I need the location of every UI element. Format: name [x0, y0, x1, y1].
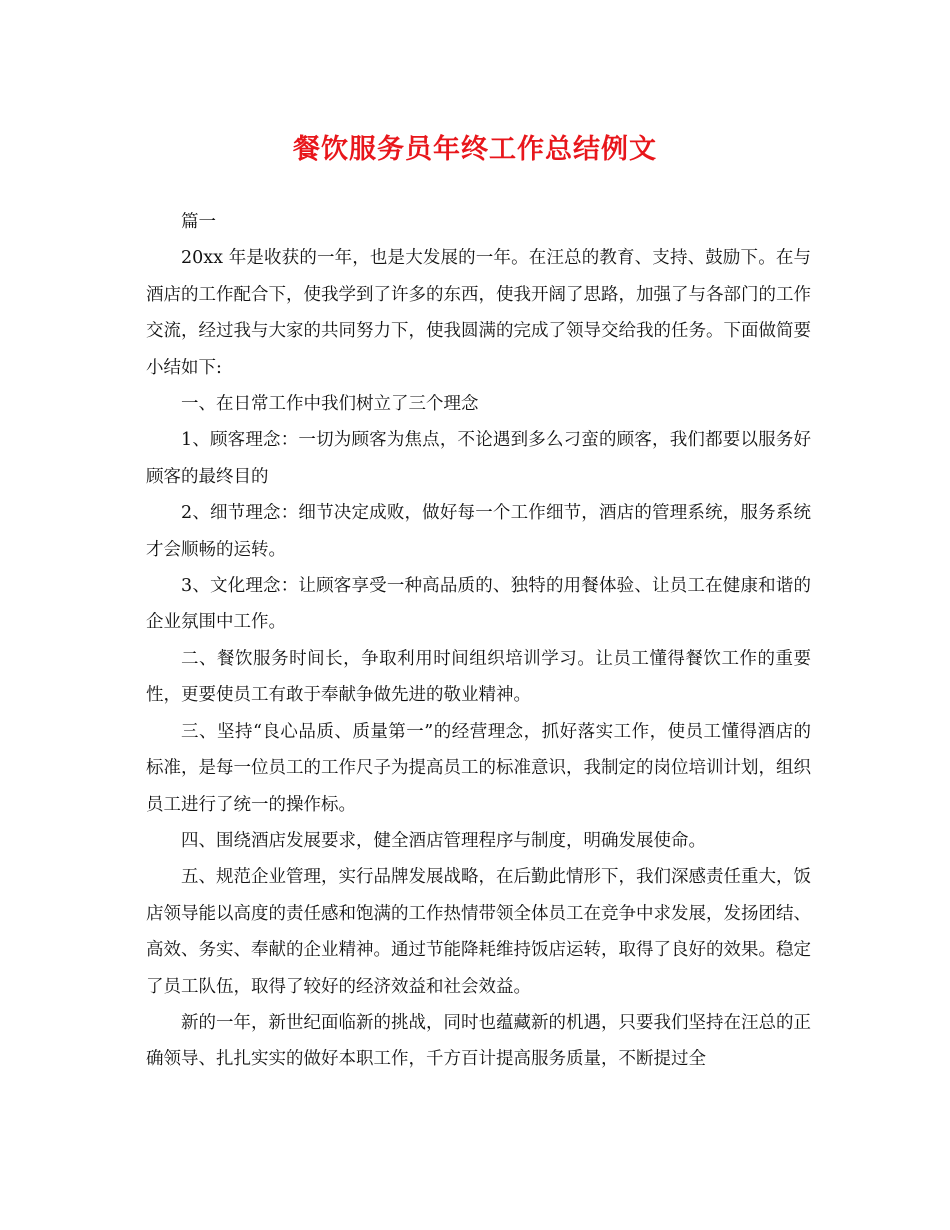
paragraph-new-year: 新的一年，新世纪面临新的挑战，同时也蕴藏新的机遇，只要我们坚持在汪总的正确领导、扎扎实实的做好本职工作，千方百计提高服务质量，不断提过全 — [146, 1012, 811, 1070]
paragraph-heading-five: 五、规范企业管理，实行品牌发展战略，在后勤此情形下，我们深感责任重大，饭店领导能以高度的责任感和饱满的工作热情带领全体员工在竞争中求发展，发扬团结、高效、务实、奉献的企业精神。通过节能降耗维持饭店运转，取得了良好的效果。稳定了员工队伍，取得了较好的经济效益和社会效益。 — [146, 867, 811, 997]
paragraph-section-label: 篇一 — [181, 212, 216, 232]
paragraph-culture-concept: 3、文化理念：让顾客享受一种高品质的、独特的用餐体验、让员工在健康和谐的企业氛围中工作。 — [146, 576, 811, 633]
paragraph-heading-four: 四、围绕酒店发展要求，健全酒店管理程序与制度，明确发展使命。 — [181, 830, 706, 851]
paragraph-detail-concept: 2、细节理念：细节决定成败，做好每一个工作细节，酒店的管理系统，服务系统才会顺畅的运转。 — [146, 503, 811, 560]
paragraph-heading-two: 二、餐饮服务时间长，争取利用时间组织培训学习。让员工懂得餐饮工作的重要性，更要使员工有敢于奉献争做先进的敬业精神。 — [146, 648, 811, 706]
paragraph-customer-concept: 1、顾客理念：一切为顾客为焦点，不论遇到多么刁蛮的顾客，我们都要以服务好顾客的最终目的 — [146, 430, 811, 487]
document-title: 餐饮服务员年终工作总结例文 — [293, 134, 657, 165]
paragraph-heading-three: 三、坚持“良心品质、质量第一”的经营理念，抓好落实工作，使员工懂得酒店的标准，是每一位员工的工作尺子为提高员工的标准意识，我制定的岗位培训计划，组织员工进行了统一的操作标。 — [146, 721, 811, 815]
paragraph-heading-one: 一、在日常工作中我们树立了三个理念 — [181, 394, 479, 415]
paragraph-intro: 20xx 年是收获的一年，也是大发展的一年。在汪总的教育、支持、鼓励下。在与酒店的工作配合下，使我学到了许多的东西，使我开阔了思路，加强了与各部门的工作交流，经过我与大家的共同努力下，使我圆满的完成了领导交给我的任务。下面做简要小结如下: — [146, 248, 811, 378]
document-body — [146, 204, 811, 1078]
